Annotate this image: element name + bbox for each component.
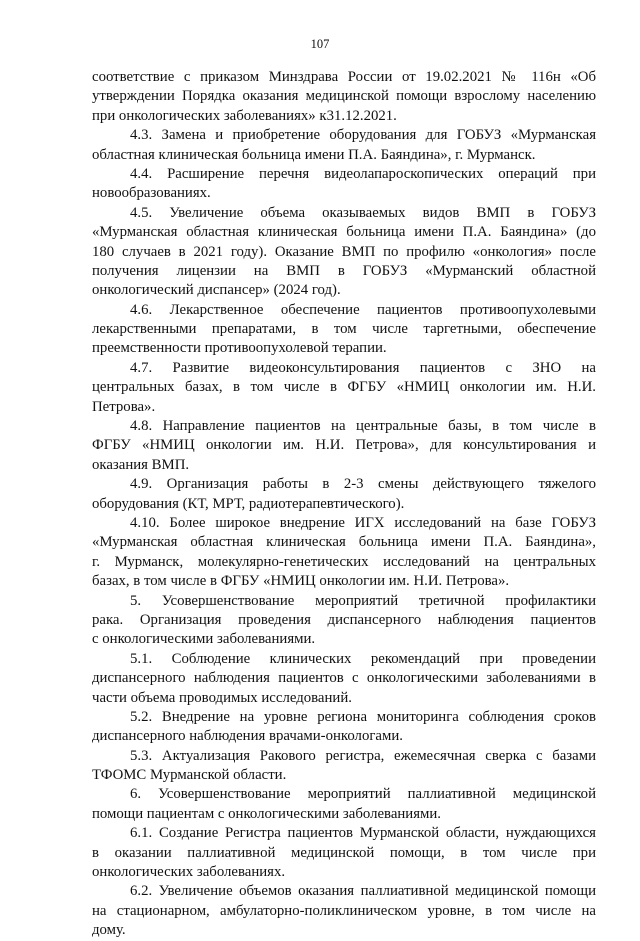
text-line: «Мурманская областная клиническая больница имени П.А. Баяндина» (до: [92, 224, 596, 241]
text-line: дому.: [92, 922, 126, 939]
text-line: 5.2. Внедрение на уровне региона мониторинга соблюдения сроков: [130, 708, 596, 725]
text-line: диспансерного наблюдения врачами-онкологами.: [92, 728, 403, 745]
text-line: на стационарном, амбулаторно-поликлиническом уровне, в том числе на: [92, 902, 596, 919]
text-line: 5.3. Актуализация Ракового регистра, ежемесячная сверка с базами: [130, 747, 596, 764]
text-line: 6.1. Создание Регистра пациентов Мурманской области, нуждающихся: [130, 825, 596, 842]
text-line: оказания ВМП.: [92, 456, 190, 473]
text-line: базах, в том числе в ФГБУ «НМИЦ онкологии им. Н.И. Петрова».: [92, 573, 510, 590]
text-line: лекарственными препаратами, в том числе таргетными, обеспечение: [92, 321, 596, 338]
text-line: оборудования (КТ, МРТ, радиотерапевтического).: [92, 495, 405, 512]
document-body: [92, 68, 596, 941]
text-line: ТФОМС Мурманской области.: [92, 767, 287, 784]
text-line: 4.10. Более широкое внедрение ИГХ исследований на базе ГОБУЗ: [130, 514, 596, 531]
text-line: новообразованиях.: [92, 185, 211, 202]
text-line: диспансерного наблюдения пациентов с онкологическими заболеваниями в: [92, 670, 596, 687]
text-line: областная клиническая больница имени П.А. Баяндина», г. Мурманск.: [92, 146, 536, 163]
text-line: 4.6. Лекарственное обеспечение пациентов противоопухолевыми: [130, 301, 596, 318]
text-line: при онкологических заболеваниях» к31.12.2021.: [92, 107, 397, 124]
text-line: 4.5. Увеличение объема оказываемых видов ВМП в ГОБУЗ: [130, 204, 596, 221]
text-line: помощи пациентам с онкологическими заболеваниями.: [92, 805, 442, 822]
text-line: 5.1. Соблюдение клинических рекомендаций при проведении: [130, 650, 596, 667]
text-line: онкологический диспансер» (2024 год).: [92, 282, 341, 299]
text-line: 6. Усовершенствование мероприятий паллиативной медицинской: [130, 786, 596, 803]
text-line: утверждении Порядка оказания медицинской помощи взрослому населению: [92, 88, 596, 105]
text-line: 4.7. Развитие видеоконсультирования пациентов с ЗНО на: [130, 359, 596, 376]
text-line: рака. Организация проведения диспансерного наблюдения пациентов: [92, 611, 596, 628]
text-line: 5. Усовершенствование мероприятий третичной профилактики: [130, 592, 596, 609]
page-number: 107: [310, 37, 330, 51]
text-line: получения лицензии на ВМП в ГОБУЗ «Мурманский областной: [92, 262, 596, 279]
text-line: «Мурманская областная клиническая больница имени П.А. Баяндина»,: [92, 534, 596, 551]
text-line: центральных базах, в том числе в ФГБУ «НМИЦ онкологии им. Н.И.: [92, 379, 596, 396]
text-line: ФГБУ «НМИЦ онкологии им. Н.И. Петрова», для консультирования и: [92, 437, 596, 454]
text-line: 6.2. Увеличение объемов оказания паллиативной медицинской помощи: [130, 883, 596, 900]
text-line: 4.8. Направление пациентов на центральные базы, в том числе в: [130, 418, 596, 435]
text-line: соответствие с приказом Минздрава России от 19.02.2021 № 116н «Об: [92, 69, 596, 85]
text-line: г. Мурманск, молекулярно-генетических исследований на центральных: [92, 553, 596, 570]
text-line: в оказании паллиативной медицинской помощи, в том числе при: [92, 844, 596, 861]
text-line: 4.9. Организация работы в 2-3 смены действующего тяжелого: [130, 476, 596, 493]
text-line: 180 случаев в 2021 году). Оказание ВМП по профилю «онкология» после: [92, 243, 596, 260]
text-line: Петрова».: [92, 398, 156, 415]
text-line: части объема проводимых исследований.: [92, 689, 352, 706]
text-line: онкологических заболеваниях.: [92, 864, 286, 881]
text-line: с онкологическими заболеваниями.: [92, 631, 316, 648]
text-line: 4.3. Замена и приобретение оборудования для ГОБУЗ «Мурманская: [130, 127, 596, 144]
text-line: преемственности противоопухолевой терапии.: [92, 340, 387, 357]
text-line: 4.4. Расширение перечня видеолапароскопических операций при: [130, 165, 596, 182]
